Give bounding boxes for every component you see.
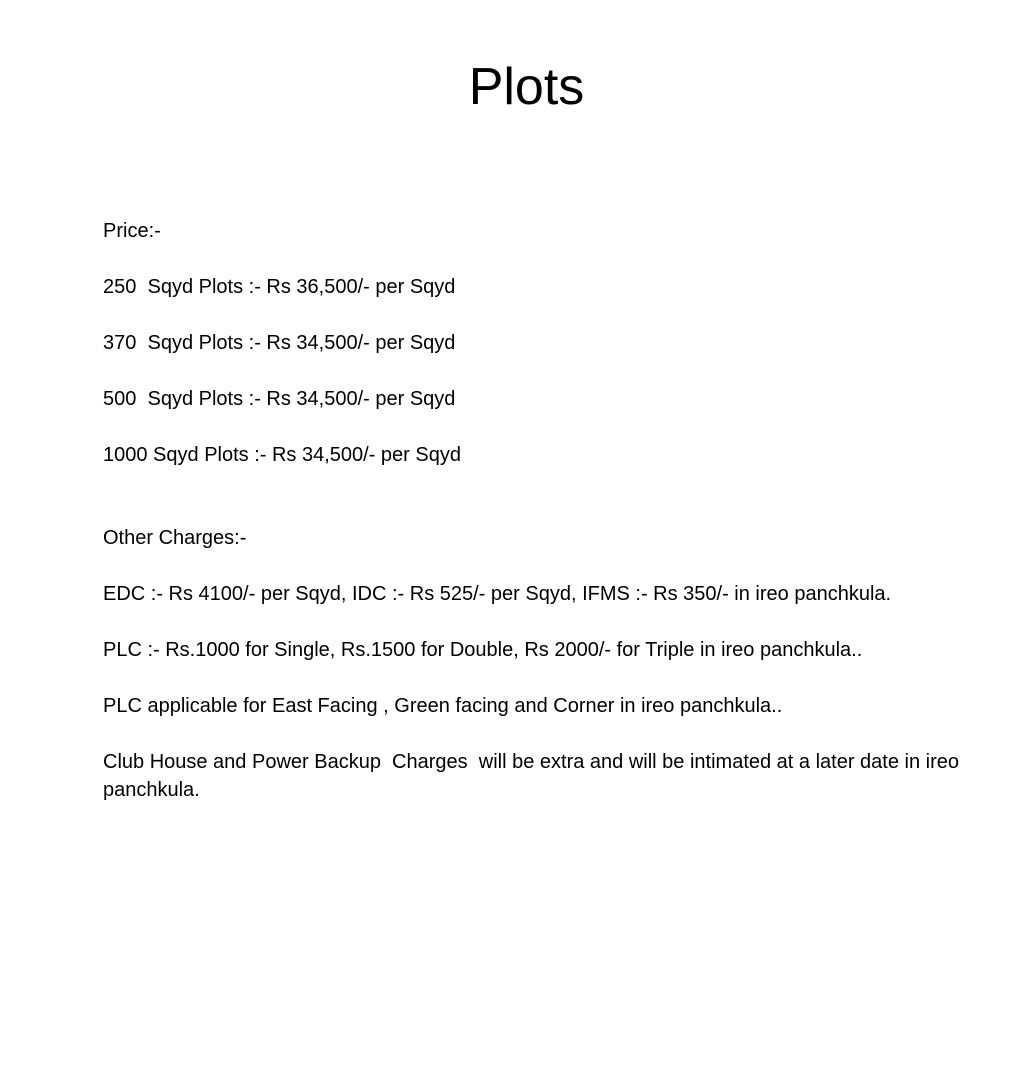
page-title: Plots [468,58,585,116]
price-item: 500 Sqyd Plots :- Rs 34,500/- per Sqyd [103,388,456,410]
price-item: 370 Sqyd Plots :- Rs 34,500/- per Sqyd [103,332,456,354]
charge-item: Club House and Power Backup Charges will be extra and will be intimated at a later date in ireo panchkula. [103,751,965,801]
charge-item: PLC applicable for East Facing , Green facing and Corner in ireo panchkula.. [103,695,783,717]
charge-item: EDC :- Rs 4100/- per Sqyd, IDC :- Rs 525/- per Sqyd, IFMS :- Rs 350/- in ireo panchkula. [103,583,892,605]
content-body [103,217,983,832]
price-item: 250 Sqyd Plots :- Rs 36,500/- per Sqyd [103,276,456,298]
price-heading: Price:- [103,220,161,242]
price-item: 1000 Sqyd Plots :- Rs 34,500/- per Sqyd [103,444,461,466]
charge-item: PLC :- Rs.1000 for Single, Rs.1500 for Double, Rs 2000/- for Triple in ireo panchkula.. [103,639,863,661]
other-charges-heading: Other Charges:- [103,527,247,549]
